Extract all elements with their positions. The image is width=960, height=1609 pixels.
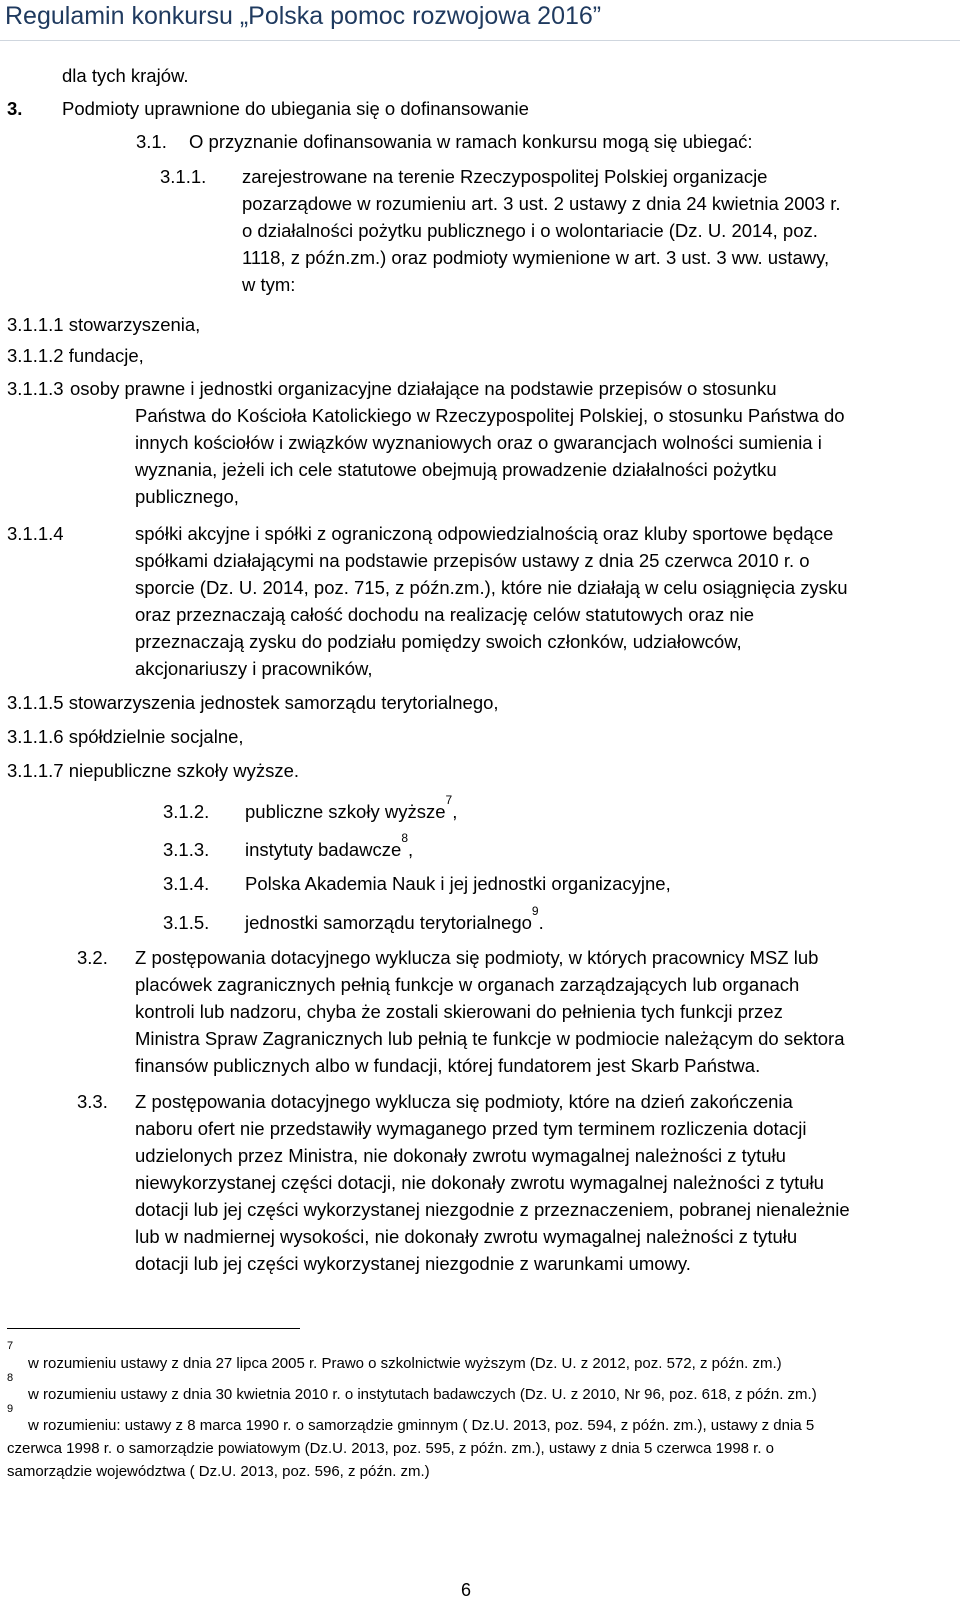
section-3-3-line: lub w nadmiernej wysokości, nie dokonały zwrotu wymagalnej należności z tytułu <box>135 1226 798 1247</box>
section-3-2-line: finansów publicznych albo w fundacji, której fundatorem jest Skarb Państwa. <box>135 1055 761 1076</box>
footnote-separator <box>7 1328 300 1329</box>
item-3-1-1-4-line: przeznaczają zysku do podziału pomiędzy swoich członków, udziałowców, <box>135 631 742 652</box>
footnote-ref-8[interactable]: 8 <box>401 831 408 845</box>
footnote-9-line: w rozumieniu: ustawy z 8 marca 1990 r. o samorządzie gminnym ( Dz.U. 2013, poz. 594, z późn. zm.), ustawy z dnia 5 <box>28 1417 815 1434</box>
section-3-2-line: Ministra Spraw Zagranicznych lub pełnią te funkcje w podmiocie należącym do sektora <box>135 1028 845 1049</box>
section-3-1-1-line: o działalności pożytku publicznego i o wolontariacie (Dz. U. 2014, poz. <box>242 220 818 241</box>
section-3-1-1-line: pozarządowe w rozumieniu art. 3 ust. 2 ustawy z dnia 24 kwietnia 2003 r. <box>242 193 841 214</box>
item-3-1-1-3-line: publicznego, <box>135 486 239 507</box>
section-3-1-2-text: publiczne szkoły wyższe$^7$, <box>245 793 458 822</box>
footnote-7-text: w rozumieniu ustawy z dnia 27 lipca 2005 r. Prawo o szkolnictwie wyższym (Dz. U. z 2012, poz. 572, z późn. zm.) <box>28 1355 782 1372</box>
section-3-1-1-number: 3.1.1. <box>160 166 207 187</box>
section-3-3-number: 3.3. <box>77 1091 108 1112</box>
item-3-1-1-3-line: osoby prawne i jednostki organizacyjne działające na podstawie przepisów o stosunku <box>70 378 777 399</box>
page-number: 6 <box>461 1580 472 1600</box>
footnote-9-line: samorządzie województwa ( Dz.U. 2013, poz. 596, z późn. zm.) <box>7 1463 430 1480</box>
section-3-3-line: Z postępowania dotacyjnego wyklucza się podmioty, które na dzień zakończenia <box>135 1091 793 1112</box>
footnote-ref-9[interactable]: 9 <box>531 904 539 918</box>
item-3-1-1-3-number: 3.1.1.3 <box>7 378 64 399</box>
section-3-1-1-line: 1118, z późn.zm.) oraz podmioty wymienione w art. 3 ust. 3 ww. ustawy, <box>242 247 830 268</box>
section-3-2-line: placówek zagranicznych pełnią funkcje w organach zarządzających lub organach <box>135 974 800 995</box>
section-3-3-line: udzielonych przez Ministra, nie dokonały zwrotu wymagalnej należności z tytułu <box>135 1145 786 1166</box>
item-3-1-1-3-line: wyznania, jeżeli ich cele statutowe obejmują prowadzenie działalności pożytku <box>135 459 777 480</box>
section-3-number: 3. <box>7 98 23 119</box>
footnote-8-text: w rozumieniu ustawy z dnia 30 kwietnia 2010 r. o instytutach badawczych (Dz. U. z 2010, Nr 96, poz. 618, z późn. zm.) <box>28 1386 817 1403</box>
section-3-1-5-text: jednostki samorządu terytorialnego$^9$. <box>245 904 544 933</box>
section-3-3-line: dotacji lub jej części wykorzystanej niezgodnie z warunkami umowy. <box>135 1253 691 1274</box>
section-3-1-1-line: zarejestrowane na terenie Rzeczypospolitej Polskiej organizacje <box>242 166 768 187</box>
section-3-1-2-number: 3.1.2. <box>163 801 210 822</box>
section-3-3-line: niewykorzystanej części dotacji, nie dokonały zwrotu wymagalnej należności z tytułu <box>135 1172 824 1193</box>
footnote-9-number: 9 <box>7 1403 14 1415</box>
section-3-1-4-text: Polska Akademia Nauk i jej jednostki organizacyjne, <box>245 873 671 894</box>
item-3-1-1-3-line: innych kościołów i związków wyznaniowych oraz o gwarancjach wolności sumienia i <box>135 432 822 453</box>
section-3-2-number: 3.2. <box>77 947 108 968</box>
section-3-title: Podmioty uprawnione do ubiegania się o dofinansowanie <box>62 98 529 119</box>
item-3-1-1-3-line: Państwa do Kościoła Katolickiego w Rzeczypospolitej Polskiej, o stosunku Państwa do <box>135 405 845 426</box>
footnote-7-number: 7 <box>7 1340 14 1352</box>
section-3-3-line: dotacji lub jej części wykorzystanej niezgodnie z przeznaczeniem, pobranej nienależnie <box>135 1199 850 1220</box>
section-3-3-line: naboru ofert nie przedstawiły wymaganego przed tym terminem rozliczenia dotacji <box>135 1118 807 1139</box>
section-3-1-text: O przyznanie dofinansowania w ramach konkursu mogą się ubiegać: <box>189 131 753 152</box>
section-3-1-5-number: 3.1.5. <box>163 912 210 933</box>
section-3-1-4-number: 3.1.4. <box>163 873 210 894</box>
document-header-title: Regulamin konkursu „Polska pomoc rozwojowa 2016” <box>5 2 602 30</box>
footnote-ref-7[interactable]: 7 <box>445 793 453 807</box>
section-3-1-3-number: 3.1.3. <box>163 839 210 860</box>
item-3-1-1-1: 3.1.1.1 stowarzyszenia, <box>7 314 201 335</box>
header-divider <box>0 40 960 41</box>
item-3-1-1-4-line: spółkami działającymi na podstawie przepisów ustawy z dnia 25 czerwca 2010 r. o <box>135 550 810 571</box>
item-3-1-1-4-line: spółki akcyjne i spółki z ograniczoną odpowiedzialnością oraz kluby sportowe będące <box>135 523 834 544</box>
section-3-1-1-line: w tym: <box>242 274 296 295</box>
footnote-9-line: czerwca 1998 r. o samorządzie powiatowym (Dz.U. 2013, poz. 595, z późn. zm.), ustawy z dnia 5 czerwca 1998 r. o <box>7 1440 775 1457</box>
section-3-2-line: kontroli lub nadzoru, chyba że zostali skierowani do pełnienia tych funkcji przez <box>135 1001 783 1022</box>
item-3-1-1-4-number: 3.1.1.4 <box>7 523 64 544</box>
item-3-1-1-2: 3.1.1.2 fundacje, <box>7 345 144 366</box>
item-3-1-1-4-line: akcjonariuszy i pracowników, <box>135 658 373 679</box>
footnote-8-number: 8 <box>7 1372 14 1384</box>
section-3-1-3-text: instytuty badawcze$^8$, <box>245 831 414 860</box>
item-3-1-1-7: 3.1.1.7 niepubliczne szkoły wyższe. <box>7 760 300 781</box>
section-3-1-number: 3.1. <box>136 131 167 152</box>
intro-line: dla tych krajów. <box>62 65 189 86</box>
section-3-2-line: Z postępowania dotacyjnego wyklucza się podmioty, w których pracownicy MSZ lub <box>135 947 819 968</box>
item-3-1-1-4-line: sporcie (Dz. U. 2014, poz. 715, z późn.zm.), które nie działają w celu osiągnięcia zysku <box>135 577 848 598</box>
item-3-1-1-4-line: oraz przeznaczają całość dochodu na realizację celów statutowych oraz nie <box>135 604 755 625</box>
item-3-1-1-6: 3.1.1.6 spółdzielnie socjalne, <box>7 726 244 747</box>
item-3-1-1-5: 3.1.1.5 stowarzyszenia jednostek samorządu terytorialnego, <box>7 692 499 713</box>
